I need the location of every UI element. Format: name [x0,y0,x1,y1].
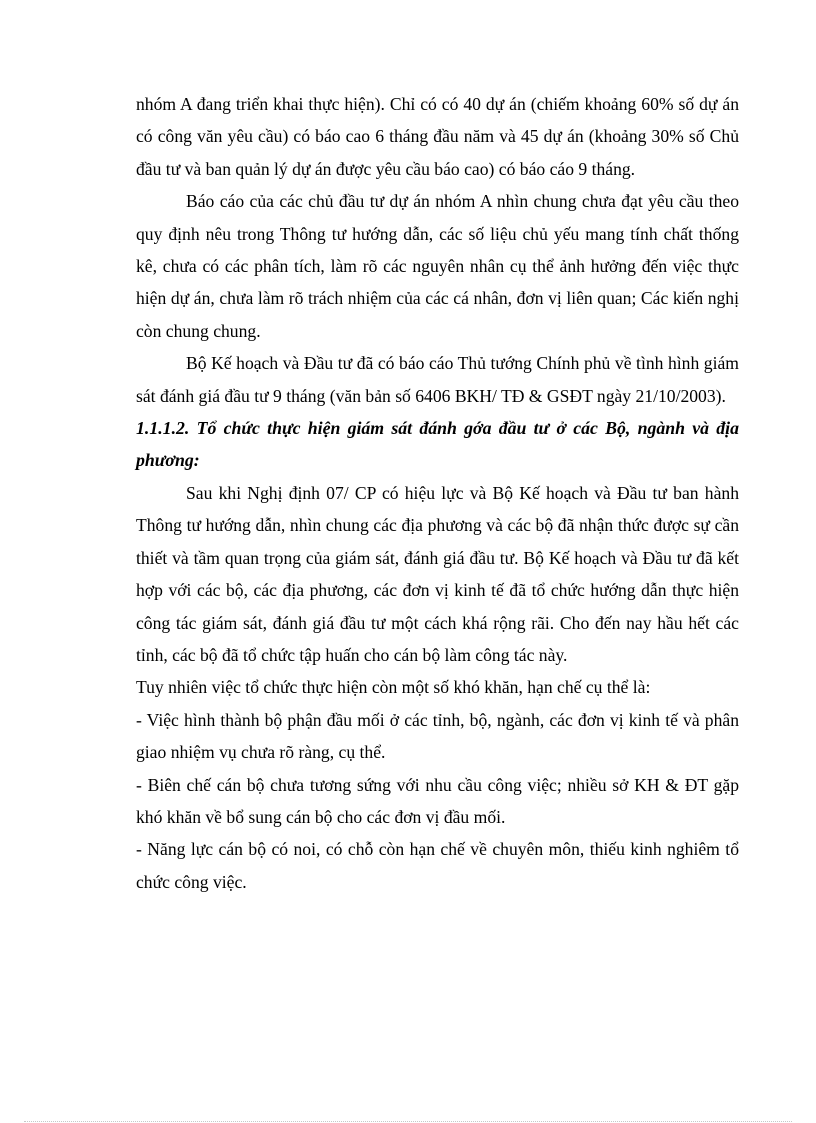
paragraph-implementation: Sau khi Nghị định 07/ CP có hiệu lực và Bộ Kế hoạch và Đầu tư ban hành Thông tư hướng dẫn, nhìn chung các địa phương và các bộ đã nhận thức được sự cần thiết và tầm quan trọng của giám sát, đánh giá đầu tư. Bộ Kế hoạch và Đầu tư đã kết hợp với các bộ, các địa phương, các đơn vị kinh tế đã tổ chức hướng dẫn thực hiện công tác giám sát, đánh giá đầu tư một cách khá rộng rãi. Cho đến nay hầu hết các tỉnh, các bộ đã tổ chức tập huấn cho cán bộ làm công tác này. [136,482,739,665]
paragraph-difficulties-intro: Tuy nhiên việc tổ chức thực hiện còn một số khó khăn, hạn chế cụ thể là: [136,677,651,698]
section-heading: 1.1.1.2. Tổ chức thực hiện giám sát đánh gớa đầu tư ở các Bộ, ngành và địa phương: [136,418,739,471]
paragraph-ministry-report: Bộ Kế hoạch và Đầu tư đã có báo cáo Thủ tướng Chính phủ về tình hình giám sát đánh giá đầu tư 9 tháng (văn bản số 6406 BKH/ TĐ & GSĐT ngày 21/10/2003). [136,353,739,406]
paragraph-continuation: nhóm A đang triển khai thực hiện). Chỉ có có 40 dự án (chiếm khoảng 60% số dự án có công văn yêu cầu) có báo cao 6 tháng đầu năm và 45 dự án (khoảng 30% số Chủ đầu tư và ban quản lý dự án được yêu cầu báo cao) có báo cáo 9 tháng. [136,94,739,179]
list-item-capacity: - Năng lực cán bộ có noi, có chỗ còn hạn chế về chuyên môn, thiếu kinh nghiêm tổ chức công việc. [136,839,739,892]
paragraph-report-quality: Báo cáo của các chủ đầu tư dự án nhóm A nhìn chung chưa đạt yêu cầu theo quy định nêu trong Thông tư hướng dẫn, các số liệu chủ yếu mang tính chất thống kê, chưa có các phân tích, làm rõ các nguyên nhân cụ thể ảnh hưởng đến việc thực hiện dự án, chưa làm rõ trách nhiệm của các cá nhân, đơn vị liên quan; Các kiến nghị còn chung chung. [136,191,739,341]
document-body [136,88,739,898]
list-item-staffing: - Biên chế cán bộ chưa tương sứng với nhu cầu công việc; nhiều sở KH & ĐT gặp khó khăn về bổ sung cán bộ cho các đơn vị đầu mối. [136,774,739,827]
list-item-focal-unit: - Việc hình thành bộ phận đầu mối ở các tỉnh, bộ, ngành, các đơn vị kinh tế và phân giao nhiệm vụ chưa rõ ràng, cụ thể. [136,709,739,763]
page-bottom-divider [24,1121,792,1122]
